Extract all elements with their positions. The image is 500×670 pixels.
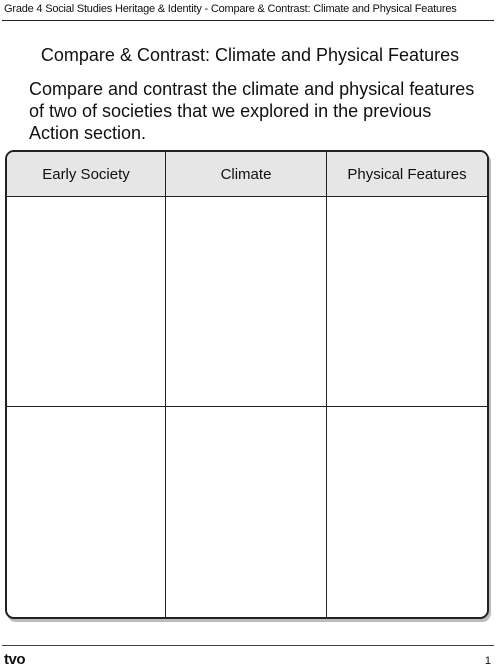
column-header-climate: Climate [166,152,327,197]
row-1-climate-cell[interactable] [166,197,327,407]
page-title: Compare & Contrast: Climate and Physical Features [40,45,460,65]
row-2-climate-cell[interactable] [166,407,327,617]
header-divider [2,20,494,21]
row-1-physical-features-cell[interactable] [327,197,487,407]
tvo-logo: tvo [4,651,25,668]
column-header-physical-features: Physical Features [327,152,487,197]
row-2-physical-features-cell[interactable] [327,407,487,617]
row-1-early-society-cell[interactable] [7,197,166,407]
instructions-text: Compare and contrast the climate and physical features of two of societies that we explored in the previous Action section. [29,79,475,143]
page-number: 1 [484,655,491,667]
column-header-early-society: Early Society [7,152,166,197]
running-header: Grade 4 Social Studies Heritage & Identity - Compare & Contrast: Climate and Physical Features [4,3,457,15]
compare-contrast-table [5,150,489,619]
footer-divider [2,645,494,646]
row-2-early-society-cell[interactable] [7,407,166,617]
